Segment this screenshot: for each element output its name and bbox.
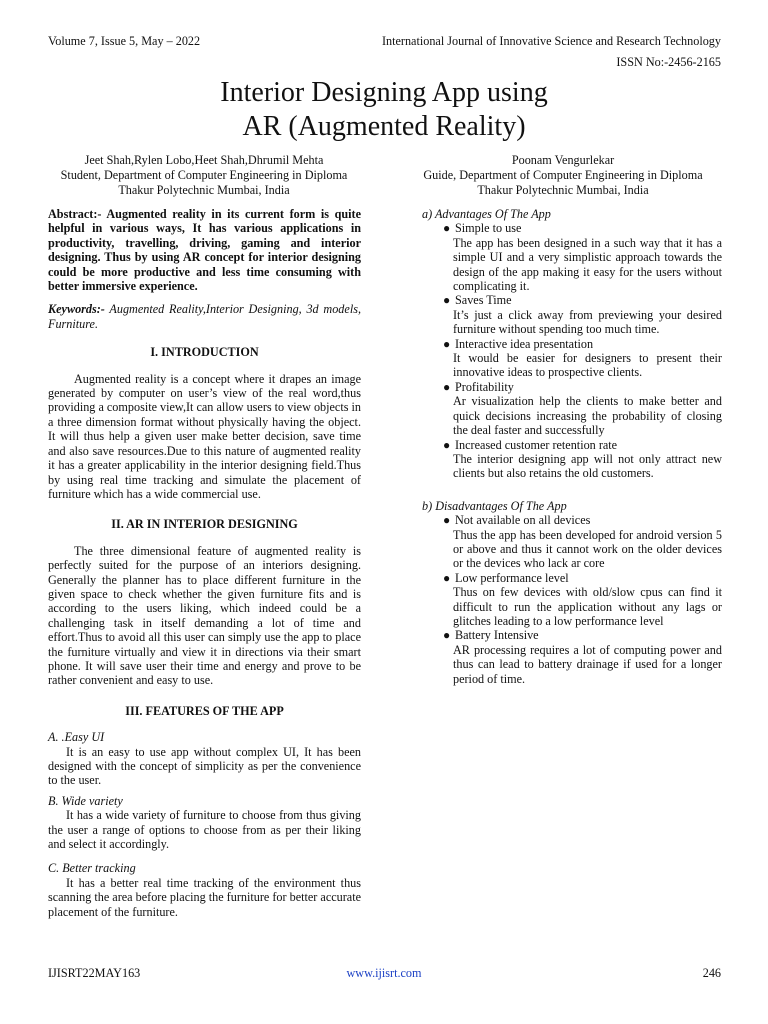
title-line-1: Interior Designing App using (220, 77, 548, 108)
bullet-icon: ● (443, 336, 451, 351)
bullet-icon: ● (443, 570, 451, 585)
advantage-desc: The interior designing app will not only attract new clients but also retains the old customers. (453, 451, 722, 481)
advantage-title (405, 380, 722, 394)
disadvantage-desc: Thus the app has been developed for android version 5 or above and thus it cannot work on the older devices or the devices who lack ar core (453, 527, 722, 571)
author-names: Jeet Shah,Rylen Lobo,Heet Shah,Dhrumil Mehta (84, 153, 324, 167)
advantage-item (405, 293, 722, 336)
advantage-title (405, 221, 722, 235)
keywords-label: Keywords:- (48, 302, 105, 317)
footer-url-link[interactable]: www.ijisrt.com (346, 966, 422, 980)
advantage-title-text: Saves Time (455, 293, 512, 308)
abstract: Abstract:- Augmented reality in its current form is quite helpful in various ways, It has various applications in productivity, travelling, driving, gaming and interior designing. Thus by using AR concept for interior designing could be more productive and less time consuming with better immersive experience. (48, 207, 361, 294)
advantage-item (405, 337, 722, 380)
section-heading-introduction: I. INTRODUCTION (150, 345, 259, 360)
advantage-item (405, 221, 722, 293)
advantage-title-text: Increased customer retention rate (455, 437, 618, 452)
disadvantage-title (405, 571, 722, 585)
guide-name: Poonam Vengurlekar (511, 153, 615, 167)
footer-page-number: 246 (702, 966, 721, 980)
feature-label-better-tracking: C. Better tracking (48, 861, 136, 876)
guide-role: Guide, Department of Computer Engineering in Diploma (423, 168, 703, 182)
author-role: Student, Department of Computer Engineering in Diploma (60, 168, 348, 182)
disadvantage-title-text: Low performance level (455, 570, 569, 585)
advantage-desc: The app has been designed in a such way that it has a simple UI and a very simplistic approach towards the design of the app making it easy for the users without complicating it. (453, 235, 722, 294)
header-volume: Volume 7, Issue 5, May – 2022 (48, 34, 201, 48)
advantage-title (405, 337, 722, 351)
disadvantage-title-text: Not available on all devices (455, 513, 591, 528)
bullet-icon: ● (443, 221, 451, 236)
advantage-item (405, 438, 722, 481)
section-heading-features: III. FEATURES OF THE APP (125, 703, 284, 718)
disadvantage-item (405, 571, 722, 629)
bullet-icon: ● (443, 513, 451, 528)
keywords (48, 302, 361, 331)
left-column (48, 207, 361, 919)
advantage-title-text: Interactive idea presentation (455, 336, 594, 351)
feature-body-easy-ui: It is an easy to use app without complex UI, It has been designed with the concept of simplicity as per the convenience to the user. (48, 744, 361, 788)
disadvantage-item (405, 513, 722, 571)
advantage-desc: It’s just a click away from previewing your desired furniture without spending too much time. (453, 307, 722, 337)
disadvantage-desc: AR processing requires a lot of computing power and thus can lead to battery drainage if used for a longer period of time. (453, 642, 722, 686)
feature-body-better-tracking: It has a better real time tracking of the environment thus scanning the area before placing the furniture for better accurate placement of the furniture. (48, 875, 361, 919)
disadvantage-desc: Thus on few devices with old/slow cpus can find it difficult to run the application without any lags or glitches leading to a low performance level (453, 585, 722, 628)
advantage-title-text: Simple to use (455, 221, 522, 236)
disadvantage-title (405, 628, 722, 642)
title-line-2: AR (Augmented Reality) (242, 111, 526, 142)
advantage-title (405, 438, 722, 452)
author-institution: Thakur Polytechnic Mumbai, India (118, 183, 290, 197)
advantage-item (405, 380, 722, 438)
disadvantage-item (405, 628, 722, 686)
section-heading-ar: II. AR IN INTERIOR DESIGNING (111, 517, 298, 532)
disadvantage-title-text: Battery Intensive (455, 628, 539, 643)
feature-label-wide-variety: B. Wide variety (48, 793, 123, 808)
advantages-heading: a) Advantages Of The App (422, 207, 551, 221)
ar-body: The three dimensional feature of augmented reality is perfectly suited for the purpose of an interiors designing. Generally the planner has to place different furniture in the given space to check whether the given furniture fits and is according to the users liking, which indeed could be a challenging task in itself demanding a lot of time and effort.Thus to avoid all this user can simply use the app to place the furniture virtually and view it in directions via their smart phone. It will save user their time and energy and prove to be rather convenient and easy to use. (48, 543, 361, 688)
advantage-title-text: Profitability (455, 379, 514, 394)
introduction-body: Augmented reality is a concept where it drapes an image generated by computer on user’s view of the real word,thus providing a composite view,It can allow users to view objects in a three dimension format without physically having the object. It will thus help a given user make better decision, save time and also save resources.Due to this nature of augmented reality it has a greater applicability in the interior designing field.Thus by using real time tracking and simulate the placement of furniture which has a wide commercial use. (48, 371, 361, 501)
author-block-students (48, 153, 360, 198)
author-block-guide (405, 153, 721, 198)
guide-institution: Thakur Polytechnic Mumbai, India (477, 183, 649, 197)
disadvantages-heading: b) Disadvantages Of The App (422, 498, 567, 513)
feature-label-easy-ui: A. .Easy UI (48, 730, 105, 745)
bullet-icon: ● (443, 628, 451, 643)
header-issn: ISSN No:-2456-2165 (616, 55, 721, 69)
feature-body-wide-variety: It has a wide variety of furniture to choose from thus giving the user a range of options to choose from as per their liking and select it accordingly. (48, 808, 361, 852)
footer-paper-code: IJISRT22MAY163 (48, 966, 141, 980)
advantage-title (405, 293, 722, 307)
advantage-desc: It would be easier for designers to present their innovative ideas to prospective clients. (453, 351, 722, 380)
bullet-icon: ● (443, 437, 451, 452)
advantage-desc: Ar visualization help the clients to make better and quick decisions increasing the probability of closing the deal faster and successfully (453, 394, 722, 438)
right-column (405, 207, 722, 686)
bullet-icon: ● (443, 293, 451, 308)
disadvantage-title (405, 513, 722, 527)
paper-title (0, 76, 768, 144)
bullet-icon: ● (443, 379, 451, 394)
keywords-text: Augmented Reality,Interior Designing, 3d models, Furniture. (48, 302, 361, 331)
header-journal: International Journal of Innovative Science and Research Technology (381, 34, 721, 48)
